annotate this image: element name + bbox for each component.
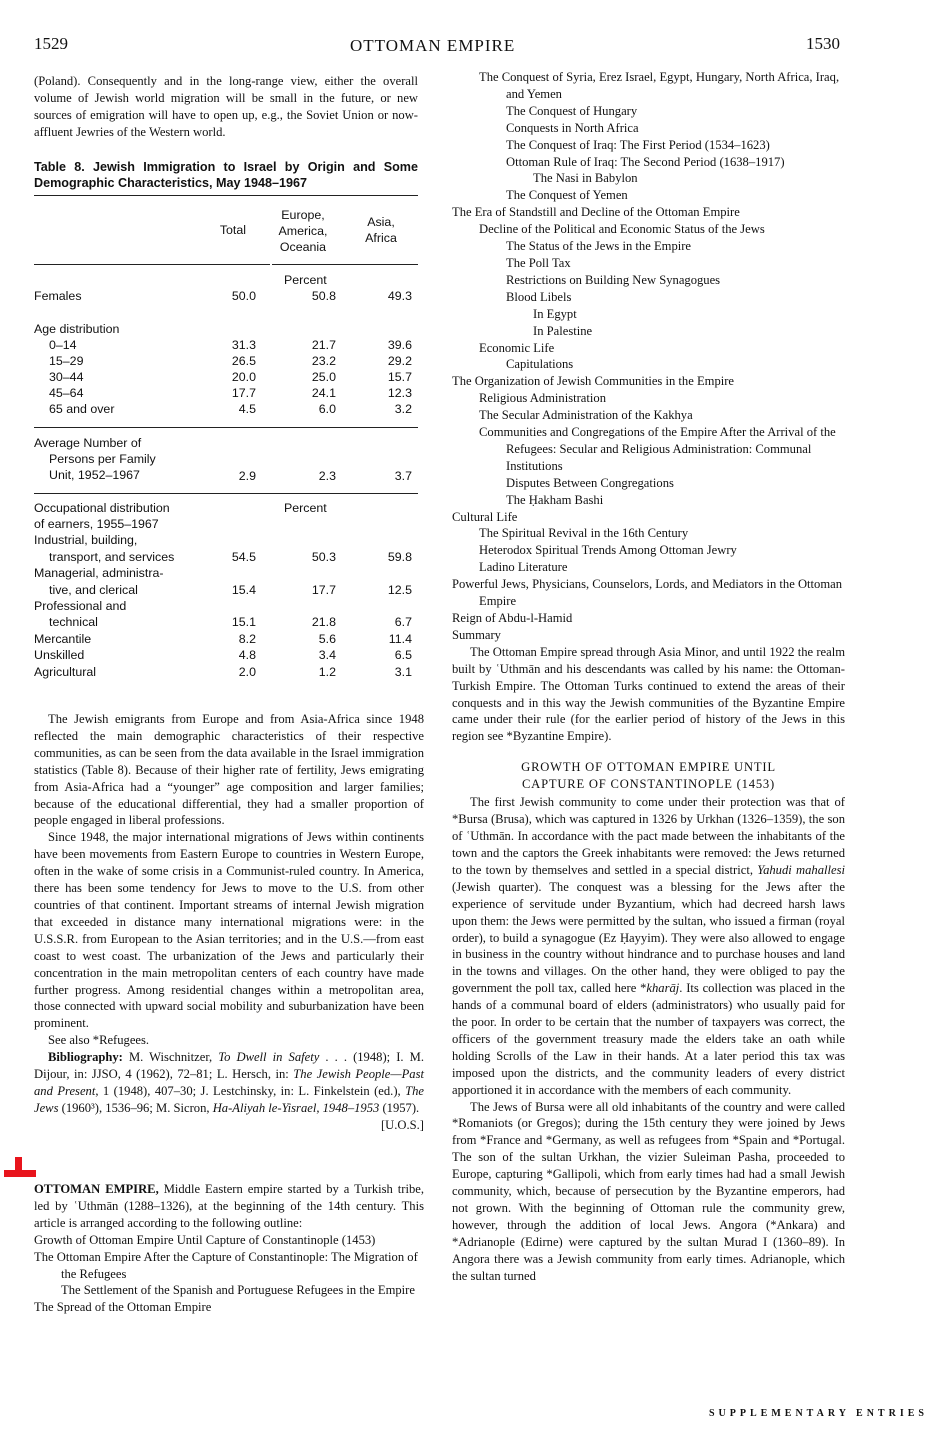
section-paragraph: The Jews of Bursa were all old inhabitants of the country and were called *Romaniots (or Gregos); during the 15th century they were joined by Jews from *France and *Germany, as well as refugees from *Spain and *Portugal. The son of the sultan Urkhan, the vizier Suleiman Pasha, proceeded to Europe, capturing *Gallipoli, which from early times had had a small Jewish community, which, because of persecution by the Byzantine emperors, had not grown. With the beginning of Ottoman rule the community grew, however, through the addition of local Jews. Angora (*Ankara) and *Adrianople (Edirne) were captured by the sultan Murad I (1360–89). In Angora there was a Jewish community from early times. Adrianople, which the sultan turned (452, 1099, 845, 1283)
outline-item: Growth of Ottoman Empire Until Capture of Constantinople (1453) (34, 1232, 376, 1247)
article-outline-right (452, 69, 845, 644)
paragraph: The Jewish emigrants from Europe and from Asia-Africa since 1948 reflected the main demographic characteristics of their respective communities, as can be seen from the data available in the Israel immigration statistics (Table 8). Because of their higher rate of fertility, Jews emigrating from Asia-Africa had a “younger” age composition and larger families; because of the educational differential, they had a smaller proportion of people engaged in liberal professions. (34, 712, 424, 828)
outline-item: The Conquest of Syria, Erez Israel, Egypt, Hungary, North Africa, Iraq, and Yemen (479, 70, 840, 101)
row-label: technical (49, 615, 98, 629)
row-label: tive, and clerical (49, 583, 138, 597)
text-run: (Jewish quarter). The conquest was a blessing for the Jews after the experience of servitude under Byzantium, which had decreed harsh laws upon them: the Jews were permitted by the sultan, who issued a firman (royal order), to build a synagogue (Ez Ḥayyim). They were also allowed to engage in business in the country without hindrance and to purchase houses and land in the towns and villages. On the other hand, they were obliged to pay the government the poll tax, called here * (452, 879, 845, 996)
entry-intro (34, 1181, 424, 1232)
cell-total: 4.5 (238, 402, 256, 416)
cell-total: 2.0 (238, 665, 256, 679)
outline-item: Blood Libels (506, 289, 572, 304)
outline-item: Cultural Life (452, 509, 518, 524)
table-rule-header-right (272, 264, 418, 265)
entry-ottoman-empire (34, 1181, 424, 1316)
family-label-line: Unit, 1952–1967 (49, 468, 140, 483)
row-label: 15–29 (49, 354, 84, 368)
red-marker-icon (15, 1157, 22, 1171)
occupation-heading-line: Occupational distribution (34, 501, 170, 515)
family-label-line: Persons per Family (49, 452, 156, 467)
right-page-number: 1530 (806, 34, 840, 53)
cell-total: 4.8 (238, 648, 256, 662)
outline-item: Ladino Literature (479, 560, 568, 575)
paragraph: Since 1948, the major international migrations of Jews within continents have been movements from Eastern Europe to countries in Western Europe, often in the wake of some crisis in a Communist-ruled country. In America, there has been some tendency for Jews to move to the U.S. from other countries of that continent. Important streams of internal Jewish migration that exceeded in distance many international migrations were: in the U.S.S.R. from European to the Asian territories; and in the U.S.—from east coast to west coast. The urbanization of the Jews and particularly their concentration in the main metropolitan centers of each country have made further progress. Among residential changes within a metropolitan area, those connected with upward social mobility and suburbanization have been prominent. (34, 830, 424, 1031)
row-label: Managerial, administra- (34, 566, 164, 580)
row-label: transport, and services (49, 550, 175, 564)
header-asia-line: Asia, (367, 215, 395, 229)
table-rule-header-left (34, 264, 270, 265)
outline-item: The Spiritual Revival in the 16th Century (479, 526, 689, 541)
bibliography-label: Bibliography: (48, 1050, 123, 1065)
cell-europe: 1.2 (318, 665, 336, 679)
text-run: . Its collection was placed in the hands of a communal board of elders (administrators) who usually paid for the poor. In order to be certain that the number of taxpayers was correct, the officers of the government treasury made the elders take an oath while holding Scrolls of the Law in their hands. At a later period this tax was imposed upon the districts, and the community leaders of every district apportioned it in accordance with the members of each community. (452, 981, 845, 1097)
left-column-body (34, 711, 424, 1134)
header-asia-line: Africa (365, 231, 397, 246)
cell-asia: 29.2 (387, 354, 412, 368)
cell-total: 20.0 (231, 370, 256, 384)
right-column (452, 69, 845, 1285)
italic-title: The Jewish People—Past and Present (34, 1067, 424, 1098)
summary-paragraph: The Ottoman Empire spread through Asia Minor, and until 1922 the realm built by ʿUthmān and his descendants was called by his name: the Ottoman-Turkish Empire. The Ottoman Turks continued to extend the areas of their conquests and in this way the Jewish communities of the Byzantine Empire came under their rule (for the earlier period of history of the Jews in this region see *Byzantine Empire). (452, 644, 845, 744)
cell-asia: 59.8 (387, 550, 412, 564)
cell-europe: 21.7 (311, 338, 336, 352)
outline-item: Summary (452, 627, 501, 642)
section-heading-line: CAPTURE OF CONSTANTINOPLE (1453) (521, 776, 776, 791)
row-label: Professional and (34, 599, 127, 613)
outline-item: The Spread of the Ottoman Empire (34, 1300, 212, 1315)
section-paragraph (452, 794, 845, 1098)
outline-item: The Settlement of the Spanish and Portuguese Refugees in the Empire (61, 1283, 415, 1298)
outline-item: In Egypt (533, 306, 577, 321)
cell-total: 31.3 (231, 338, 256, 352)
cell-europe: 6.0 (318, 402, 336, 416)
section-heading (452, 759, 845, 792)
unit-label-percent: Percent (284, 501, 327, 515)
text-run: . . . (1948); I. M. Dijour, in: JJSO, 4 (1962), 72–81; L. Hersch, in: (34, 1050, 424, 1082)
cell-europe: 5.6 (318, 632, 336, 646)
cell-asia: 3.1 (394, 665, 412, 679)
cell-asia: 6.7 (394, 615, 412, 629)
italic-title: kharāj (646, 981, 680, 996)
outline-item: Religious Administration (479, 391, 606, 406)
cell-asia: 15.7 (387, 370, 412, 384)
text-run: , 1 (1948), 407–30; J. Lestchinsky, in: L. Finkelstein (ed.), (95, 1083, 406, 1098)
cell-europe: 50.8 (311, 289, 336, 303)
outline-item: Communities and Congregations of the Empire After the Arrival of the Refugees: Secular and Religious Administration: Communal Institutions (479, 425, 836, 473)
age-distribution-heading: Age distribution (34, 322, 120, 336)
header-europe (272, 207, 334, 256)
outline-item: The Secular Administration of the Kakhya (479, 408, 693, 423)
entry-title: OTTOMAN EMPIRE, (34, 1182, 159, 1196)
section-heading-line: GROWTH OF OTTOMAN EMPIRE UNTIL (521, 760, 776, 775)
outline-item: Conquests in North Africa (506, 120, 639, 135)
row-label: 45–64 (49, 386, 84, 400)
outline-item: The Era of Standstill and Decline of the Ottoman Empire (452, 205, 740, 220)
cell-asia: 39.6 (387, 338, 412, 352)
cell-europe: 3.4 (318, 648, 336, 662)
cell-europe: 2.3 (318, 469, 336, 483)
red-marker-icon-base (4, 1170, 36, 1177)
bibliography (34, 1049, 424, 1132)
outline-item: The Ḥakham Bashi (506, 492, 604, 507)
cell-asia: 12.5 (387, 583, 412, 597)
outline-item: Disputes Between Congregations (506, 475, 674, 490)
row-label: Industrial, building, (34, 533, 138, 547)
cell-europe: 21.8 (311, 615, 336, 629)
cell-total: 54.5 (231, 550, 256, 564)
text-run: M. Wischnitzer, (122, 1050, 219, 1065)
italic-title: The Jews (34, 1083, 424, 1115)
cell-asia: 12.3 (387, 386, 412, 400)
left-page-number: 1529 (34, 34, 68, 53)
cell-europe: 24.1 (311, 386, 336, 400)
italic-title: To Dwell in Safety (218, 1050, 320, 1065)
running-head: OTTOMAN EMPIRE (350, 36, 516, 55)
outline-item: Economic Life (479, 340, 555, 355)
outline-item: Reign of Abdu-l-Hamid (452, 611, 573, 625)
outline-item: The Ottoman Empire After the Capture of Constantinople: The Migration of the Refugees (34, 1249, 418, 1281)
immigration-table (34, 195, 418, 690)
occupation-heading (34, 500, 170, 532)
cell-total: 26.5 (231, 354, 256, 368)
intro-paragraph: (Poland). Consequently and in the long-range view, either the overall volume of Jewish world migration will be small in the future, or new sources of emigration will have to open up, e.g., the Soviet Union or now-affluent Jewries of the Western world. (34, 74, 418, 139)
text-run: (1960³), 1536–96; M. Sicron, (58, 1100, 213, 1115)
row-label: 65 and over (49, 402, 115, 416)
outline-item: Heterodox Spiritual Trends Among Ottoman Jewry (479, 543, 737, 558)
header-total: Total (219, 223, 246, 237)
cell-total: 50.0 (231, 289, 256, 303)
outline-item: Capitulations (506, 357, 574, 372)
cell-asia: 3.7 (394, 469, 412, 483)
footer-label: SUPPLEMENTARY ENTRIES (709, 1408, 928, 1419)
family-label-line: Average Number of (34, 436, 142, 450)
row-label: Agricultural (34, 665, 96, 679)
italic-title: Yahudi mahallesi (757, 862, 845, 877)
text-run: (1957). (379, 1100, 420, 1115)
cell-asia: 11.4 (388, 632, 412, 646)
outline-item: The Status of the Jews in the Empire (506, 239, 692, 254)
article-outline-left (34, 1232, 424, 1317)
outline-item: Restrictions on Building New Synagogues (506, 272, 721, 287)
italic-title: Ha-Aliyah le-Yisrael, 1948–1953 (212, 1100, 380, 1115)
cell-total: 15.1 (231, 615, 256, 629)
row-label: Mercantile (34, 632, 92, 646)
header-asia (360, 214, 402, 246)
outline-item: Powerful Jews, Physicians, Counselors, Lords, and Mediators in the Ottoman Empire (452, 577, 843, 609)
cell-total: 8.2 (238, 632, 256, 646)
outline-item: The Poll Tax (506, 255, 571, 270)
header-europe-line: America, (278, 224, 328, 239)
unit-label-percent: Percent (284, 273, 327, 287)
cell-europe: 17.7 (311, 583, 336, 597)
table-rule-family (34, 493, 418, 494)
outline-item: In Palestine (533, 323, 593, 338)
row-label: Females (34, 289, 82, 303)
cell-asia: 3.2 (394, 402, 412, 416)
outline-item: The Conquest of Iraq: The First Period (1534–1623) (506, 137, 770, 152)
cell-total: 15.4 (231, 583, 256, 597)
occupation-heading-line: of earners, 1955–1967 (34, 517, 159, 532)
outline-item: The Conquest of Yemen (506, 188, 628, 203)
row-label: 30–44 (49, 370, 84, 384)
author-signature: [U.O.S.] (380, 1117, 424, 1132)
header-europe-line: Oceania (279, 240, 327, 255)
cell-europe: 25.0 (311, 370, 336, 384)
see-also: See also *Refugees. (48, 1033, 150, 1048)
outline-item: The Organization of Jewish Communities in the Empire (452, 374, 735, 389)
table-caption: Table 8. Jewish Immigration to Israel by Origin and Some Demographic Characteristics, May 1948–1967 (34, 160, 418, 190)
cell-europe: 50.3 (311, 550, 336, 564)
left-column-intro (34, 73, 418, 141)
text-run: The first Jewish community to come under their protection was that of *Bursa (Brusa), which was captured in 1326 by Urkhan (1326–1359), the son of ʿUthmān. In accordance with the pact made between the inhabitants of the town and the captors the Greek inhabitants were removed: the Jews returned to the town by themselves and settled in a special district, (452, 795, 845, 877)
outline-item: Ottoman Rule of Iraq: The Second Period (1638–1917) (506, 154, 785, 169)
row-label: Unskilled (34, 648, 85, 662)
outline-item: The Conquest of Hungary (506, 103, 638, 118)
outline-item: Decline of the Political and Economic Status of the Jews (479, 222, 765, 237)
header-europe-line: Europe, (281, 208, 325, 222)
cell-total: 2.9 (238, 469, 256, 483)
table-rule-age (34, 427, 418, 428)
family-label (34, 435, 156, 484)
row-label: 0–14 (49, 338, 77, 352)
cell-total: 17.7 (231, 386, 256, 400)
outline-item: The Nasi in Babylon (533, 171, 638, 186)
cell-europe: 23.2 (311, 354, 336, 368)
cell-asia: 6.5 (394, 648, 412, 662)
table-rule-top (34, 195, 418, 196)
cell-asia: 49.3 (387, 289, 412, 303)
entry-intro-text: Middle Eastern empire started by a Turkish tribe, led by ʿUthmān (1288–1326), at the beginning of the 14th century. This article is arranged according to the following outline: (34, 1182, 425, 1230)
